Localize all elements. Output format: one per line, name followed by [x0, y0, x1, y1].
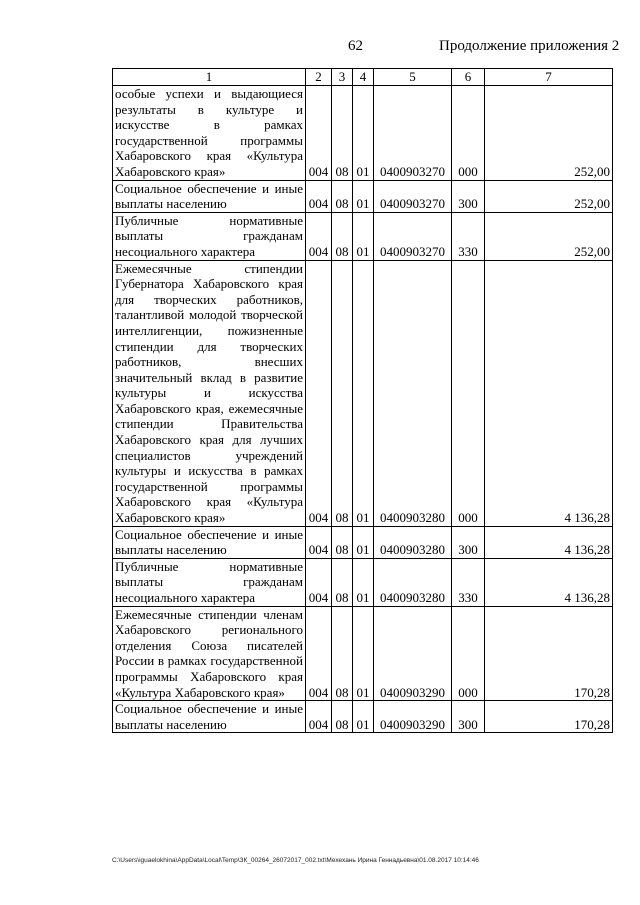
row-name: Публичные нормативные выплаты гражданам несоциального характера [113, 212, 306, 260]
row-name: Социальное обеспечение и иные выплаты населению [113, 701, 306, 733]
row-name: Социальное обеспечение и иные выплаты населению [113, 526, 306, 558]
ministry-code: 004 [306, 180, 332, 212]
subsection-code: 01 [353, 260, 374, 526]
amount: 4 136,28 [485, 260, 613, 526]
subsection-code: 01 [353, 180, 374, 212]
table-row [113, 606, 613, 701]
row-name: особые успехи и выдающиеся результаты в культуре и искусстве в рамках государственной программы Хабаровского края «Культура Хабаровского края» [113, 86, 306, 181]
page-number: 62 [348, 38, 363, 54]
row-name: Публичные нормативные выплаты гражданам несоциального характера [113, 558, 306, 606]
subsection-code: 01 [353, 526, 374, 558]
section-code: 08 [332, 260, 353, 526]
row-name: Ежемесячные стипендии Губернатора Хабаровского края для творческих работников, талантливой молодой творческой интеллигенции, пожизненные стипендии для творческих работников, внесших значительный вклад в развитие культуры и искусства Хабаровского края, ежемесячные стипендии Правительства Хабаровского края для лучших специалистов учреждений культуры и искусства в рамках государственной программы Хабаровского края «Культура Хабаровского края» [113, 260, 306, 526]
expense-type-code: 300 [452, 526, 485, 558]
section-code: 08 [332, 606, 353, 701]
row-name: Ежемесячные стипендии членам Хабаровского регионального отделения Союза писателей России в рамках государственной программы Хабаровского края «Культура Хабаровского края» [113, 606, 306, 701]
section-code: 08 [332, 180, 353, 212]
amount: 4 136,28 [485, 558, 613, 606]
amount: 252,00 [485, 212, 613, 260]
amount: 4 136,28 [485, 526, 613, 558]
expense-type-code: 330 [452, 212, 485, 260]
ministry-code: 004 [306, 526, 332, 558]
target-article-code: 0400903270 [374, 212, 452, 260]
subsection-code: 01 [353, 606, 374, 701]
expense-type-code: 300 [452, 180, 485, 212]
expense-type-code: 000 [452, 86, 485, 181]
ministry-code: 004 [306, 701, 332, 733]
column-header: 4 [353, 69, 374, 86]
ministry-code: 004 [306, 212, 332, 260]
column-header: 3 [332, 69, 353, 86]
column-header: 1 [113, 69, 306, 86]
table-row [113, 558, 613, 606]
section-code: 08 [332, 526, 353, 558]
subsection-code: 01 [353, 86, 374, 181]
file-path-footer: C:\Users\iguaelokhina\AppData\Local\Temp\ЗК_00264_26072017_002.txt\Мехехань Ирина Геннадьевна\01.08.2017 10:14:46 [112, 857, 479, 864]
target-article-code: 0400903290 [374, 701, 452, 733]
continuation-label: Продолжение приложения 2 [439, 38, 620, 54]
expense-type-code: 000 [452, 260, 485, 526]
column-header: 6 [452, 69, 485, 86]
column-number-row [113, 69, 613, 86]
table-row [113, 180, 613, 212]
column-header: 2 [306, 69, 332, 86]
ministry-code: 004 [306, 86, 332, 181]
ministry-code: 004 [306, 558, 332, 606]
subsection-code: 01 [353, 558, 374, 606]
target-article-code: 0400903280 [374, 526, 452, 558]
section-code: 08 [332, 701, 353, 733]
target-article-code: 0400903290 [374, 606, 452, 701]
table-row [113, 526, 613, 558]
amount: 252,00 [485, 180, 613, 212]
table-row [113, 701, 613, 733]
table-row [113, 86, 613, 181]
amount: 252,00 [485, 86, 613, 181]
column-header: 7 [485, 69, 613, 86]
section-code: 08 [332, 558, 353, 606]
target-article-code: 0400903270 [374, 86, 452, 181]
table-row [113, 260, 613, 526]
subsection-code: 01 [353, 701, 374, 733]
target-article-code: 0400903280 [374, 558, 452, 606]
row-name: Социальное обеспечение и иные выплаты населению [113, 180, 306, 212]
target-article-code: 0400903270 [374, 180, 452, 212]
ministry-code: 004 [306, 260, 332, 526]
amount: 170,28 [485, 701, 613, 733]
expense-type-code: 300 [452, 701, 485, 733]
expense-type-code: 330 [452, 558, 485, 606]
target-article-code: 0400903280 [374, 260, 452, 526]
column-header: 5 [374, 69, 452, 86]
subsection-code: 01 [353, 212, 374, 260]
section-code: 08 [332, 86, 353, 181]
expense-type-code: 000 [452, 606, 485, 701]
ministry-code: 004 [306, 606, 332, 701]
section-code: 08 [332, 212, 353, 260]
amount: 170,28 [485, 606, 613, 701]
budget-table [112, 68, 613, 733]
table-row [113, 212, 613, 260]
